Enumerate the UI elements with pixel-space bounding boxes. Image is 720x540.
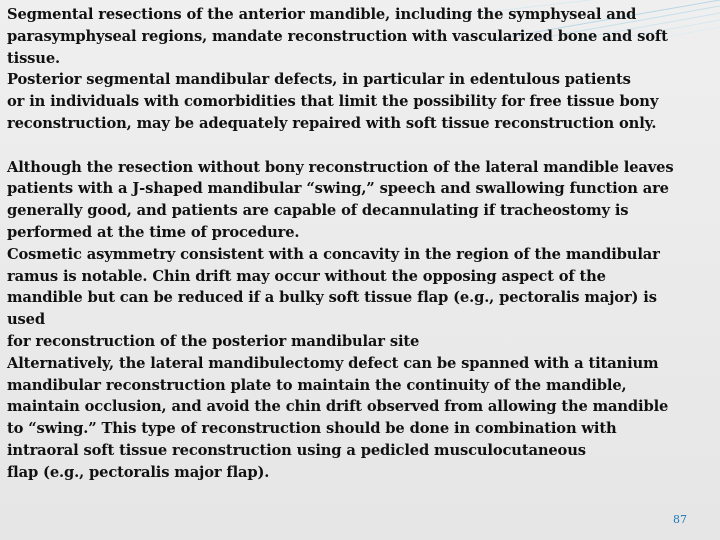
text-line: or in individuals with comorbidities that limit the possibility for free tissue bony (7, 93, 659, 111)
paragraph-spacer (7, 135, 713, 157)
text-line: performed at the time of procedure. (7, 223, 300, 241)
text-line: mandibular reconstruction plate to maintain the continuity of the mandible, (7, 376, 627, 394)
text-line: Cosmetic asymmetry consistent with a concavity in the region of the mandibular (7, 245, 660, 263)
text-line: tissue. (7, 49, 60, 67)
text-line: generally good, and patients are capable of decannulating if tracheostomy is (7, 202, 629, 220)
text-line: Although the resection without bony reconstruction of the lateral mandible leaves (7, 158, 674, 176)
text-line: flap (e.g., pectoralis major flap). (7, 463, 270, 481)
text-line: mandible but can be reduced if a bulky soft tissue flap (e.g., pectoralis major) is (7, 289, 657, 307)
paragraph-2 (7, 157, 713, 484)
paragraph-1 (7, 4, 713, 135)
text-line: parasymphyseal regions, mandate reconstruction with vascularized bone and soft (7, 27, 668, 45)
text-line: to “swing.” This type of reconstruction should be done in combination with (7, 420, 617, 438)
text-line: reconstruction, may be adequately repaired with soft tissue reconstruction only. (7, 114, 657, 132)
text-line: patients with a J-shaped mandibular “swing,” speech and swallowing function are (7, 180, 669, 198)
text-line: intraoral soft tissue reconstruction using a pedicled musculocutaneous (7, 441, 586, 459)
text-line: used (7, 311, 45, 329)
text-line: ramus is notable. Chin drift may occur without the opposing aspect of the (7, 267, 606, 285)
text-line: Alternatively, the lateral mandibulectomy defect can be spanned with a titanium (7, 354, 659, 372)
slide-body-text (7, 4, 713, 484)
text-line: for reconstruction of the posterior mandibular site (7, 332, 420, 350)
page-number: 87 (673, 513, 687, 526)
text-line: Posterior segmental mandibular defects, in particular in edentulous patients (7, 71, 631, 89)
text-line: Segmental resections of the anterior mandible, including the symphyseal and (7, 6, 637, 23)
text-line: maintain occlusion, and avoid the chin drift observed from allowing the mandible (7, 398, 669, 416)
